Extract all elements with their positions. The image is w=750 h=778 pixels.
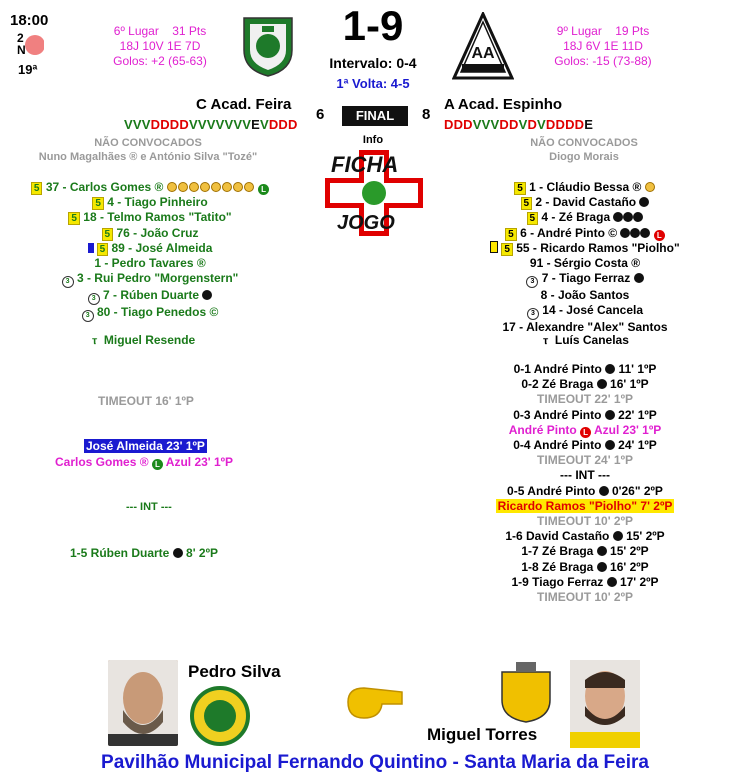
player-name: 7 - Rúben Duarte: [102, 288, 199, 303]
ball-icon: [634, 273, 644, 283]
home-player-row: [0, 180, 300, 195]
form-result: VVV: [124, 117, 151, 132]
player-name: 18 - Telmo Ramos "Tatito": [83, 210, 232, 225]
event-time: Azul 23' 1ºP: [593, 422, 662, 437]
timeout-text: TIMEOUT 24' 1ºP: [537, 453, 633, 468]
ball-icon: [597, 379, 607, 389]
red-card-icon: L: [580, 427, 591, 438]
away-player-row: [450, 271, 720, 288]
interval-text: --- INT ---: [560, 468, 610, 483]
blue-card-icon: [88, 243, 94, 253]
event-row: [450, 590, 720, 605]
event-time: 16' 1ºP: [610, 377, 649, 392]
goal-dot-icon: [233, 182, 243, 192]
home-player-row: [0, 210, 300, 225]
ball-icon: [605, 410, 615, 420]
referee-2-badge: [498, 660, 554, 729]
away-player-row: [450, 195, 720, 210]
home-interval: --- INT ---: [126, 501, 172, 513]
form-result: E: [251, 117, 260, 132]
event-time: 11' 1ºP: [618, 362, 657, 376]
yellow-card-count-icon: 5: [97, 243, 109, 256]
home-player-row: [0, 256, 300, 271]
event-time: 24' 1ºP: [618, 438, 657, 453]
form-result: VVV: [472, 117, 500, 132]
event-text: 1-7 Zé Braga: [521, 544, 594, 559]
home-blue-card: José Almeida 23' 1ºP: [86, 439, 205, 453]
away-coach: ⲧ Luís Canelas: [543, 333, 629, 347]
away-stats: 9º Lugar 19 Pts 18J 6V 1E 11D Golos: -15 (73-88): [554, 24, 652, 68]
home-fouls: 6: [316, 106, 325, 123]
event-text: 0-3 André Pinto: [513, 407, 602, 422]
yellow-card-count-icon: 5: [514, 182, 526, 195]
home-player-row: [0, 241, 300, 256]
event-row: [450, 544, 720, 559]
event-text: 1-6 David Castaño: [505, 529, 610, 544]
goal-dot-icon: [244, 182, 254, 192]
away-player-row: [450, 180, 720, 195]
referee-1-badge: [190, 686, 250, 751]
away-crest[interactable]: [452, 12, 514, 85]
home-player-row: [0, 195, 300, 210]
home-player-row: [0, 271, 300, 288]
red-card-icon: L: [654, 230, 665, 241]
home-stats: 6º Lugar 31 Pts 18J 10V 1E 7D Golos: +2 (65-63): [113, 24, 207, 68]
green-card-icon: L: [258, 184, 269, 195]
form-result: E: [584, 117, 594, 132]
away-lineup: [450, 180, 720, 336]
home-lineup: [0, 180, 300, 322]
ball-icon: [613, 531, 623, 541]
yellow-card-count-icon: 5: [68, 212, 80, 225]
home-goal: 1-5 Rúben Duarte 8' 2ºP: [70, 546, 218, 560]
home-crest-icon: [240, 14, 296, 78]
goal-dot-icon: [167, 182, 177, 192]
away-player-row: [450, 288, 720, 303]
home-player-row: [0, 305, 300, 322]
form-result: DD: [499, 117, 519, 132]
event-text: 1-9 Tiago Ferraz: [511, 574, 604, 589]
home-player-row: [0, 288, 300, 305]
player-name: 14 - José Cancela: [542, 303, 644, 318]
player-name: 80 - Tiago Penedos ©: [97, 305, 219, 320]
venue: Pavilhão Municipal Fernando Quintino - Santa Maria da Feira: [101, 752, 649, 773]
ball-icon: [613, 212, 623, 222]
home-player-row: [0, 226, 300, 241]
away-crest-icon: [452, 12, 514, 80]
form-result: D: [527, 117, 538, 132]
event-text: 0-4 André Pinto: [513, 438, 602, 453]
form-result: DDD: [268, 117, 298, 132]
status-badge: FINAL: [342, 106, 408, 126]
coach-icon: ⲧ: [543, 333, 549, 347]
event-text: 0-1 André Pinto: [513, 362, 602, 376]
ball-icon: [605, 440, 615, 450]
event-row: [450, 453, 720, 468]
yellow-card-count-icon: 5: [521, 197, 533, 210]
yellow-card-count-icon: 5: [92, 197, 104, 210]
event-row: [450, 499, 720, 514]
form-result: V: [537, 117, 546, 132]
home-card-event: Carlos Gomes ® L Azul 23' 1ºP: [55, 455, 234, 469]
ball-icon: [630, 228, 640, 238]
green-c-icon: L: [152, 459, 163, 470]
event-row: [450, 423, 720, 438]
event-row: [450, 514, 720, 529]
ball-icon: [605, 364, 615, 374]
ball-icon: [173, 548, 183, 558]
timeout-text: TIMEOUT 22' 1ºP: [537, 392, 633, 407]
away-fouls: 8: [422, 106, 431, 123]
goal-dot-icon: [189, 182, 199, 192]
event-row: [450, 575, 720, 590]
away-absent: NÃO CONVOCADOS Diogo Morais: [530, 137, 638, 163]
ball-icon: [599, 486, 609, 496]
event-time: 0'26" 2ºP: [611, 483, 663, 498]
ball-icon: [597, 546, 607, 556]
event-text: André Pinto: [508, 422, 577, 437]
ball-icon: [620, 228, 630, 238]
yellow-card-count-icon: 5: [527, 212, 539, 225]
referee-1-name: Pedro Silva: [188, 662, 281, 681]
away-player-row: [450, 241, 720, 256]
event-time: 15' 2ºP: [626, 529, 665, 544]
ball-icon: [202, 290, 212, 300]
player-name: 4 - Zé Braga: [541, 210, 611, 225]
event-text: 1-8 Zé Braga: [521, 559, 594, 574]
away-events: [450, 362, 720, 605]
info-link[interactable]: Info: [362, 134, 384, 146]
shirt-circle-icon: 3: [88, 293, 100, 305]
event-row: [450, 468, 720, 483]
away-form: [444, 117, 593, 132]
away-team-name[interactable]: A Acad. Espinho: [444, 96, 563, 113]
home-form: [124, 117, 298, 132]
goal-dot-icon: [222, 182, 232, 192]
whistle-icon: [342, 682, 408, 727]
match-time: 18:00: [10, 12, 49, 29]
form-result: V: [518, 117, 528, 132]
form-result: DDDD: [545, 117, 585, 132]
shirt-circle-icon: 3: [527, 308, 539, 320]
event-row: [450, 560, 720, 575]
player-name: 7 - Tiago Ferraz: [541, 271, 631, 286]
timeout-text: TIMEOUT 10' 2ºP: [537, 514, 633, 529]
form-result: DDDD: [150, 117, 189, 132]
shirt-circle-icon: 3: [526, 276, 538, 288]
association-badge-icon: [190, 686, 250, 746]
referee-2-photo: [570, 660, 640, 748]
yellow-card-count-icon: 5: [505, 228, 517, 241]
event-time: 16' 2ºP: [610, 559, 649, 574]
tv-badge: 2 N: [14, 32, 44, 58]
yellow-card-count-icon: 5: [501, 243, 513, 256]
goal-dot-icon: [211, 182, 221, 192]
event-time: 17' 2ºP: [619, 574, 659, 589]
referee-1-photo: [108, 660, 178, 746]
player-name: 1 - Pedro Tavares ®: [94, 256, 206, 271]
goal-dot-icon: [645, 182, 655, 192]
event-row: [450, 362, 720, 377]
away-player-row: [450, 303, 720, 320]
event-row: [450, 529, 720, 544]
player-name: 3 - Rui Pedro "Morgenstern": [76, 271, 239, 286]
ball-icon: [623, 212, 633, 222]
ball-icon: [639, 197, 649, 207]
yellow-card-event: Ricardo Ramos "Piolho" 7' 2ºP: [497, 498, 673, 513]
yellow-card-count-icon: 5: [102, 228, 114, 241]
form-result: VVVVVVV: [188, 117, 252, 132]
event-row: [450, 377, 720, 392]
home-timeout: TIMEOUT 16' 1ºP: [98, 394, 194, 408]
event-row: [450, 438, 720, 453]
yellow-card-count-icon: 5: [31, 182, 43, 195]
event-time: 15' 2ºP: [610, 544, 649, 559]
home-coach: ⲧ Miguel Resende: [92, 333, 196, 347]
player-name: 4 - Tiago Pinheiro: [107, 195, 208, 210]
player-name: 89 - José Almeida: [111, 240, 213, 255]
away-player-row: [450, 256, 720, 271]
player-name: 76 - João Cruz: [116, 225, 199, 240]
player-name: 55 - Ricardo Ramos "Piolho": [516, 240, 680, 255]
event-text: 0-5 André Pinto: [507, 483, 596, 498]
event-time: 22' 1ºP: [618, 407, 657, 422]
first-leg: 1ª Volta: 4-5: [336, 76, 410, 91]
player-name: 91 - Sérgio Costa ®: [529, 256, 641, 271]
form-result: DDD: [444, 117, 473, 132]
shirt-circle-icon: 3: [82, 310, 94, 322]
player-name: 17 - Alexandre "Alex" Santos: [502, 320, 668, 335]
svg-text:AA: AA: [471, 45, 495, 62]
event-row: [450, 484, 720, 499]
apm-badge-icon: [498, 660, 554, 724]
player-name: 6 - André Pinto ©: [520, 225, 618, 240]
player-name: 37 - Carlos Gomes ®: [45, 180, 164, 194]
coach-icon: ⲧ: [92, 333, 98, 347]
event-row: [450, 392, 720, 407]
form-result: V: [259, 117, 269, 132]
goal-dot-icon: [178, 182, 188, 192]
yellow-box-icon: [490, 241, 498, 253]
event-text: 0-2 Zé Braga: [521, 377, 594, 392]
referee-2-name: Miguel Torres: [427, 725, 538, 744]
away-player-row: [450, 226, 720, 241]
player-name: 2 - David Castaño: [535, 195, 637, 210]
ball-icon: [607, 577, 617, 587]
home-absent: NÃO CONVOCADOS Nuno Magalhães ® e António Silva "Tozé": [38, 137, 258, 163]
shirt-circle-icon: 3: [62, 276, 74, 288]
player-name: 1 - Cláudio Bessa ®: [529, 180, 642, 194]
timeout-text: TIMEOUT 10' 2ºP: [537, 590, 633, 605]
home-crest[interactable]: [240, 14, 296, 83]
goal-dot-icon: [200, 182, 210, 192]
ball-icon: [633, 212, 643, 222]
ball-icon: [640, 228, 650, 238]
home-team-name[interactable]: C Acad. Feira: [196, 96, 292, 113]
away-player-row: [450, 210, 720, 225]
ball-icon: [597, 562, 607, 572]
player-name: 8 - João Santos: [540, 288, 630, 303]
match-round: 19ª: [18, 62, 38, 77]
match-score: 1-9: [342, 2, 404, 49]
halftime-score: Intervalo: 0-4: [329, 55, 417, 71]
event-row: [450, 408, 720, 423]
ficha-jogo-logo[interactable]: FICHA JOGO: [323, 148, 425, 238]
